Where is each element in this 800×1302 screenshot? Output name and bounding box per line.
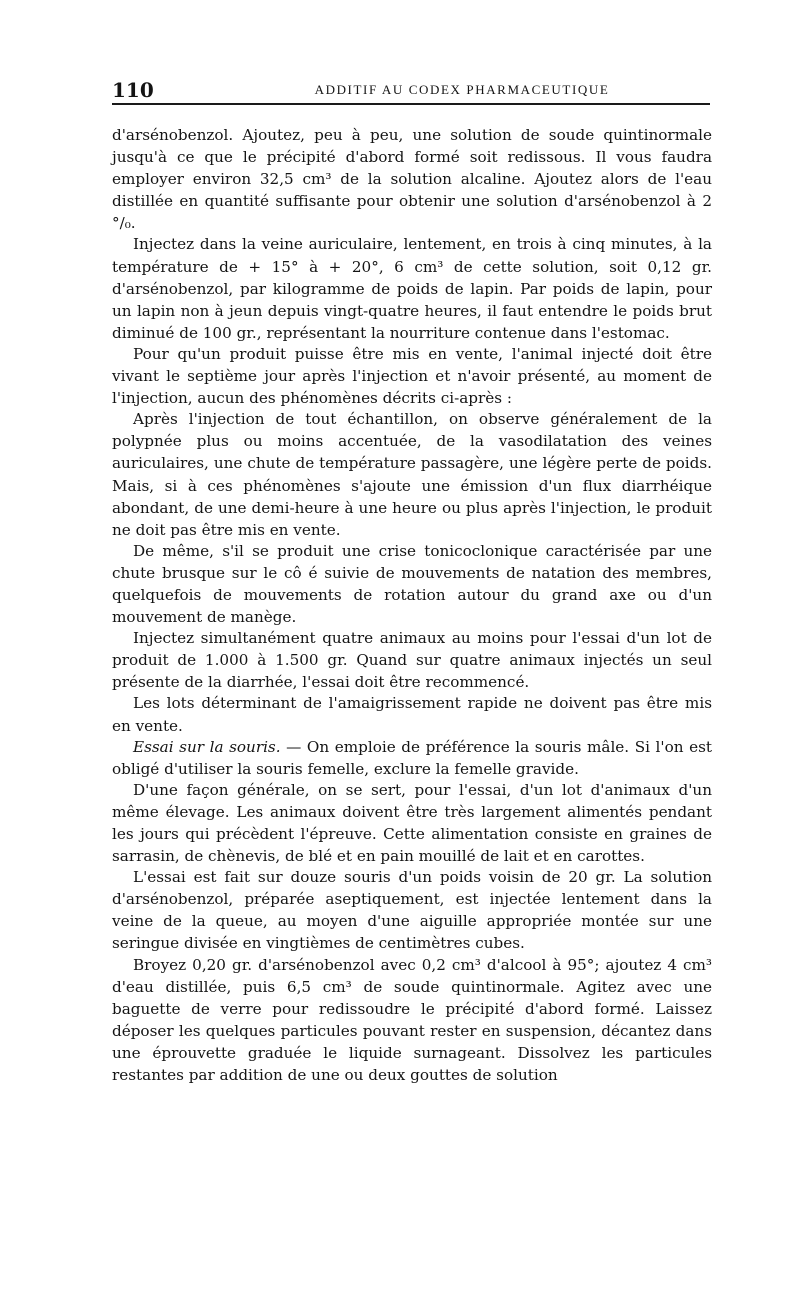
paragraph: Pour qu'un produit puisse être mis en vente, l'animal injecté doit être vivant le septième jour après l'injection et n'avoir présenté, au moment de l'injection, aucun des phénomènes décrits ci-après : xyxy=(112,344,712,408)
paragraph: L'essai est fait sur douze souris d'un poids voisin de 20 gr. La solution d'arsénobenzol, préparée aseptiquement, est injectée lentement dans la veine de la queue, au moyen d'une aiguille appropriée montée sur une seringue divisée en vingtièmes de centimètres cubes. xyxy=(112,868,712,953)
paragraph: Injectez dans la veine auriculaire, lentement, en trois à cinq minutes, à la température de + 15° à + 20°, 6 cm³ de cette solution, soit 0,12 gr. d'arsénobenzol, par kilogramme de poids de lapin. Par poids de lapin, pour un lapin non à jeun depuis vingt-quatre heures, il faut entendre le poids brut diminué de 100 gr., représentant la nourriture contenue dans l'estomac. xyxy=(112,235,712,342)
paragraph: Broyez 0,20 gr. d'arsénobenzol avec 0,2 cm³ d'alcool à 95°; ajoutez 4 cm³ d'eau distillée, puis 6,5 cm³ de soude quintinormale. Agitez avec une baguette de verre pour redissoudre le précipité d'abord formé. Laissez déposer les quelques particules pouvant rester en suspension, décantez dans une éprouvette graduée le liquide surnageant. Dissolvez les particules restantes par addition de une ou deux gouttes de solution xyxy=(112,955,712,1085)
paragraph: d'arsénobenzol. Ajoutez, peu à peu, une solution de soude quintinormale jusqu'à ce que le précipité d'abord formé soit redissous. Il vous faudra employer environ 32,5 cm³ de la solution alcaline. Ajoutez alors de l'eau distillée en quantité suffisante pour obtenir une solution d'arsénobenzol à 2 °/₀. xyxy=(112,126,712,233)
body-text xyxy=(112,124,712,1086)
page-number: 110 xyxy=(112,78,154,102)
paragraph: D'une façon générale, on se sert, pour l'essai, d'un lot d'animaux d'un même élevage. Les animaux doivent être très largement alimentés pendant les jours qui précèdent l'épreuve. Cette alimentation consiste en graines de sarrasin, de chènevis, de blé et en pain mouillé de lait et en carottes. xyxy=(112,780,712,866)
header-rule xyxy=(112,103,710,105)
paragraph: De même, s'il se produit une crise tonicoclonique caractérisée par une chute brusque sur le cô é suivie de mouvements de natation des membres, quelquefois de mouvements de rotation autour du grand axe ou d'un mouvement de manège. xyxy=(112,541,712,627)
paragraph: Injectez simultanément quatre animaux au moins pour l'essai d'un lot de produit de 1.000 à 1.500 gr. Quand sur quatre animaux injectés un seul présente de la diarrhée, l'essai doit être recommencé. xyxy=(112,629,712,692)
section-heading-text: — On emploie de préférence la souris mâle. Si l'on est obligé d'utiliser la souris femelle, exclure la femelle gravide. xyxy=(112,737,712,778)
paragraph-section-heading xyxy=(112,736,712,780)
paragraph: Après l'injection de tout échantillon, on observe généralement de la polypnée plus ou moins accentuée, de la vasodilatation des veines auriculaires, une chute de température passagère, une légère perte de poids. Mais, si à ces phénomènes s'ajoute une émission d'un flux diarrhéique abondant, de une demi-heure à une heure ou plus après l'injection, le produit ne doit pas être mis en vente. xyxy=(112,410,712,539)
page-header xyxy=(112,72,712,100)
section-heading: Essai sur la souris. xyxy=(133,737,281,756)
running-head: ADDITIF AU CODEX PHARMACEUTIQUE xyxy=(314,82,610,97)
paragraph: Les lots déterminant de l'amaigrissement rapide ne doivent pas être mis en vente. xyxy=(112,694,712,735)
